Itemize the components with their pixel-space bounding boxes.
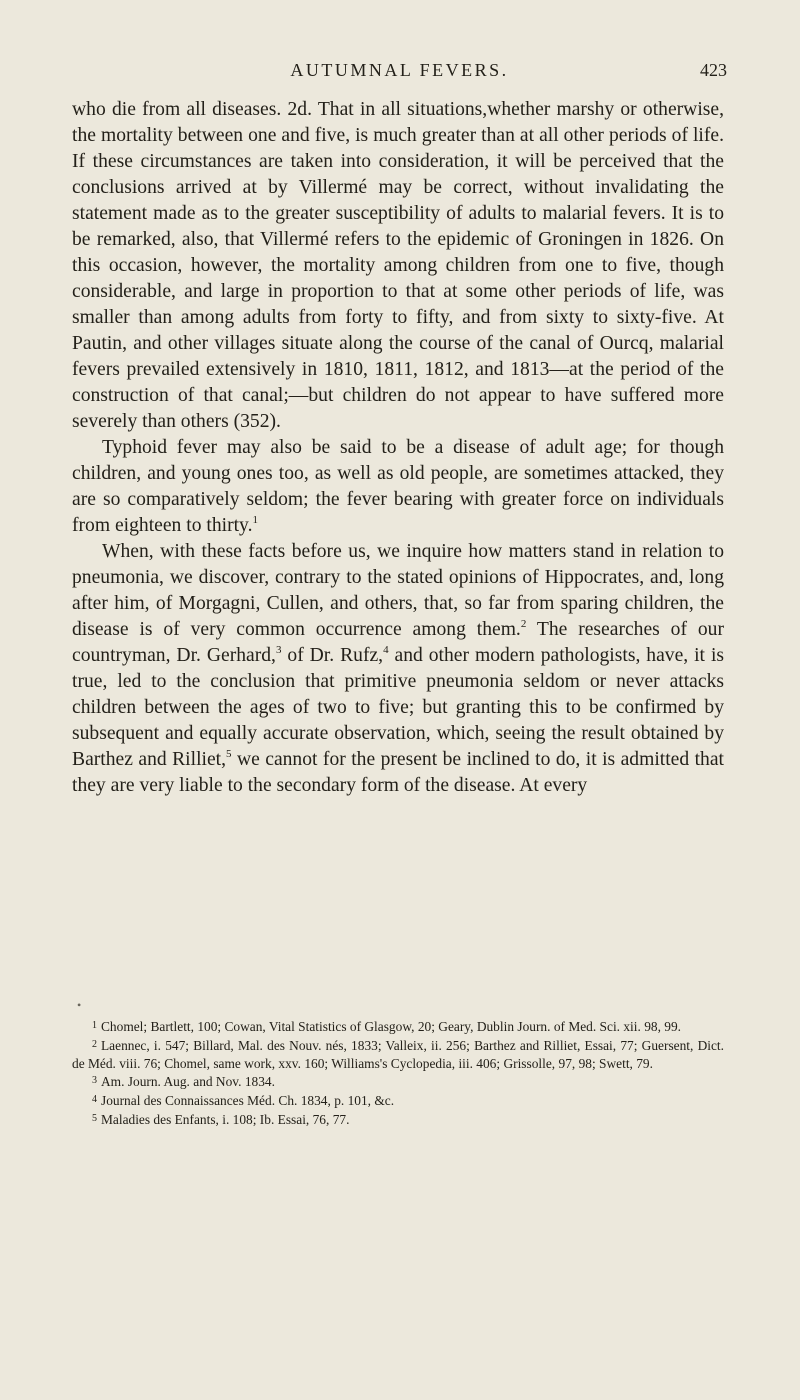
- footnote-ref: 4: [383, 644, 389, 656]
- footnote-text: Journal des Connaissances Méd. Ch. 1834, p. 101, &c.: [101, 1093, 395, 1109]
- footnote-text: Chomel; Bartlett, 100; Cowan, Vital Statistics of Glasgow, 20; Geary, Dublin Journ. of Med. Sci. xii. 98, 99.: [101, 1019, 682, 1034]
- footnote-ref: 5: [226, 748, 232, 760]
- footnote-ref: 3: [275, 644, 282, 656]
- footnote-ref: 1: [252, 514, 258, 526]
- paragraph-text: When, with these facts before us, we inquire how matters stand in relation to pneumonia, we discover, contrary to the stated opinions of Hippocrates, and, long after him, of Morgagni, Cullen, and others, that, so far from sparing children, the disease is of very common occurrence among them.: [72, 541, 724, 640]
- running-title: AUTUMNAL FEVERS.: [290, 60, 509, 80]
- footnote: [72, 1072, 724, 1091]
- footnote-mark: 1: [92, 1020, 97, 1031]
- paragraph-typhoid-fever: [72, 435, 724, 539]
- paragraph-text: Typhoid fever may also be said to be a disease of adult age; for though children, and young ones too, as well as old people, are sometimes attacked, they are so comparatively seldom; the fever bearing with greater force on individuals from eighteen to thirty.: [72, 437, 724, 536]
- footnote-mark: 3: [92, 1075, 97, 1087]
- footnote-mark: 5: [92, 1112, 97, 1124]
- body-text: [72, 97, 724, 799]
- page-number: 423: [700, 60, 727, 80]
- paragraph-marshy-mortality: [72, 97, 724, 435]
- running-head: [72, 58, 727, 86]
- paragraph-text: The researches of our countryman, Dr. Gerhard,: [72, 619, 724, 666]
- paragraph-text: we cannot for the present be inclined to do, it is admitted that they are very liable to the secondary form of the disease. At every: [72, 749, 724, 796]
- footnote-text: Am. Journ. Aug. and Nov. 1834.: [101, 1074, 275, 1090]
- paragraph-text: and other modern pathologists, have, it is true, led to the conclusion that primitive pneumonia seldom or never attacks children between the ages of two to five; but granting this to be confirmed by subsequent and equally accurate observation, which, seeing the result obtained by Barthez and Rilliet,: [72, 645, 725, 770]
- footnote-mark: 2: [92, 1038, 97, 1050]
- paragraph-text: of Dr. Rufz,: [281, 645, 384, 666]
- footnote-text: Laennec, i. 547; Billard, Mal. des Nouv. nés, 1833; Valleix, ii. 256; Barthez and Rilliet, Essai, 77; Guersent, Dict. de Méd. viii. 76; Chomel, same work, xxv. 160; Williams's Cyclopedia, iii. 406; Grissolle, 97, 98; Swett, 79.: [72, 1037, 724, 1071]
- footnote: [72, 1091, 724, 1110]
- scan-speck: •: [77, 998, 82, 1012]
- footnote: [72, 1036, 724, 1073]
- footnote-mark: 4: [92, 1094, 97, 1106]
- footnote: [72, 1017, 724, 1036]
- footnote: [72, 1110, 724, 1129]
- footnote-ref: 2: [520, 618, 527, 630]
- paragraph-text: who die from all diseases. 2d. That in all situations,whether marshy or otherwise, the mortality between one and five, is much greater than at all other periods of life. If these circumstances are taken into consideration, it will be perceived that the conclusions arrived at by Villermé may be correct, without invalidating the statement made as to the greater susceptibility of adults to malarial fevers. It is to be remarked, also, that Villermé refers to the epidemic of Groningen in 1826. On this occasion, however, the mortality among children from one to five, though considerable, and large in proportion to that at some other periods of life, was smaller than among adults from forty to fifty, and from sixty to sixty-five. At Pautin, and other villages situate along the course of the canal of Ourcq, malarial fevers prevailed extensively in 1810, 1811, 1812, and 1813—at the period of the construction of that canal;—but children do not appear to have suffered more severely than others (352).: [72, 99, 724, 432]
- paragraph-pneumonia: [72, 539, 724, 799]
- footnote-text: Maladies des Enfants, i. 108; Ib. Essai, 76, 77.: [101, 1111, 350, 1127]
- footnotes: [72, 1017, 724, 1129]
